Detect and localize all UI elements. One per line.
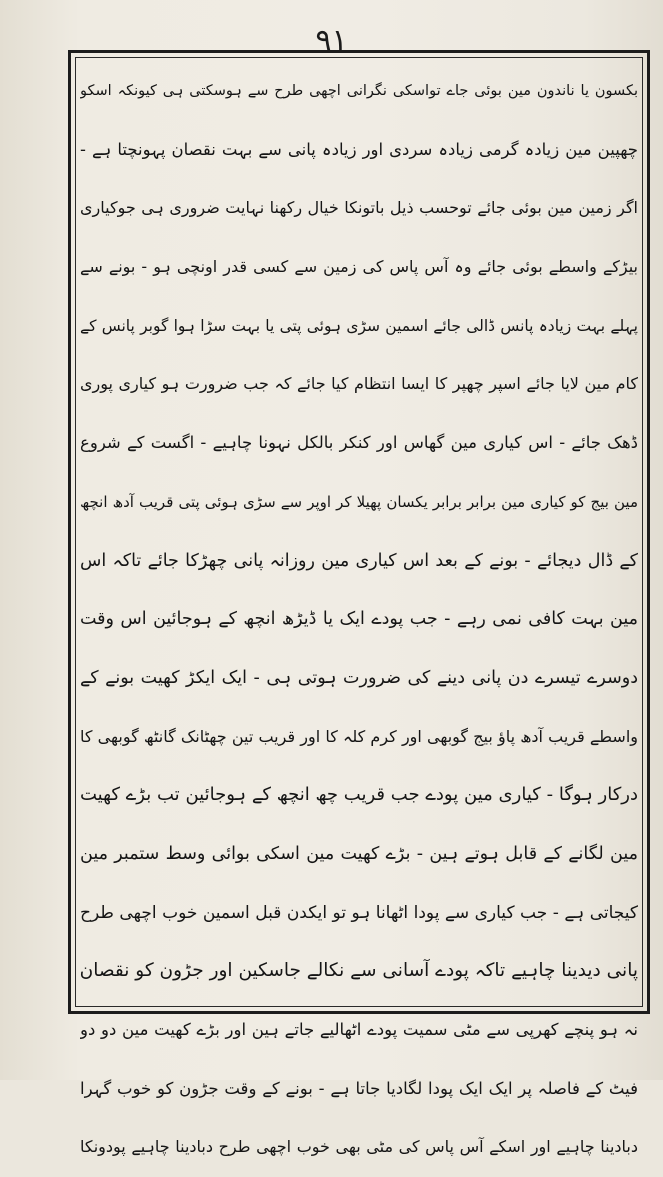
text-line: دبادینا چاہیے اور اسکے آس پاس کی مٹی بھی خوب اچھی طرح دبادینا چاہیے پودونکا: [80, 1137, 638, 1157]
text-line: واسطے قریب آدھ پاؤ بیج گوبھی اور کرم کلہ کا اور قریب تین چھٹانک گانٹھ گوبھی کا: [80, 726, 638, 746]
text-line: پانی دیدینا چاہیے تاکہ پودے آسانی سے نکالے جاسکین اور جڑون کو نقصان: [80, 960, 638, 982]
text-line: ڈھک جائے - اس کیاری مین گھاس اور کنکر بالکل نہونا چاہیے - اگست کے شروع: [80, 433, 638, 453]
text-line: بکسون یا ناندون مین بوئی جاے تواسکی نگرانی اچھی طرح سے ہوسکتی ہی کیونکہ اسکو: [80, 83, 638, 99]
text-line: بیڑکے واسطے بوئی جائے وہ آس پاس کی زمین سے کسی قدر اونچی ہو - بونے سے: [80, 257, 638, 277]
text-line: پہلے بہت زیادہ پانس ڈالی جائے اسمین سڑی ہوئی پتی یا بہت سڑا ہوا گوبر پانس کے: [80, 316, 638, 335]
text-line: کام مین لایا جائے اسپر چھپر کا ایسا انتظام کیا جائے کہ جب ضرورت ہو کیاری پوری: [80, 374, 638, 394]
text-line: فیٹ کے فاصلہ پر ایک ایک پودا لگادیا جاتا ہے - بونے کے وقت جڑون کو خوب گہرا: [80, 1078, 638, 1098]
page-number: ۹۱: [315, 23, 348, 58]
text-line: درکار ہوگا - کیاری مین پودے جب قریب چھ انچھ کے ہوجائین تب بڑے کھیت: [80, 784, 638, 806]
text-line: مین لگانے کے قابل ہوتے ہین - بڑے کھیت مین اسکی بوائی وسط ستمبر مین: [80, 843, 638, 864]
text-line: مین بہت کافی نمی رہے - جب پودے ایک یا ڈیڑھ انچھ کے ہوجائین اس وقت: [80, 609, 638, 630]
text-line: مین بیج کو کیاری مین برابر برابر یکسان پھیلا کر اوپر سے سڑی ہوئی پتی قریب آدھ انچھ: [80, 492, 638, 511]
body-text: [80, 62, 638, 1157]
text-line: دوسرے تیسرے دن پانی دینے کی ضرورت ہوتی ہی - ایک ایکڑ کھیت بونے کے: [80, 667, 638, 688]
text-line: نہ ہو پنچے کھرپی سے مٹی سمیت پودے اٹھالیے جاتے ہین اور بڑے کھیت مین دو دو: [80, 1020, 638, 1039]
text-line: کے ڈال دیجائے - بونے کے بعد اس کیاری مین روزانہ پانی چھڑکا جائے تاکہ اس: [80, 550, 638, 571]
text-line: کیجاتی ہے - جب کیاری سے پودا اٹھانا ہو تو ایکدن قبل اسمین خوب اچھی طرح: [80, 902, 638, 923]
text-line: اگر زمین مین بوئی جائے توحسب ذیل باتونکا خیال رکھنا نہایت ضروری ہی جوکیاری: [80, 198, 638, 218]
text-line: چھپین مین زیادہ گرمی زیادہ سردی اور زیادہ پانی سے بہت نقصان پہونچتا ہے -: [80, 139, 638, 159]
